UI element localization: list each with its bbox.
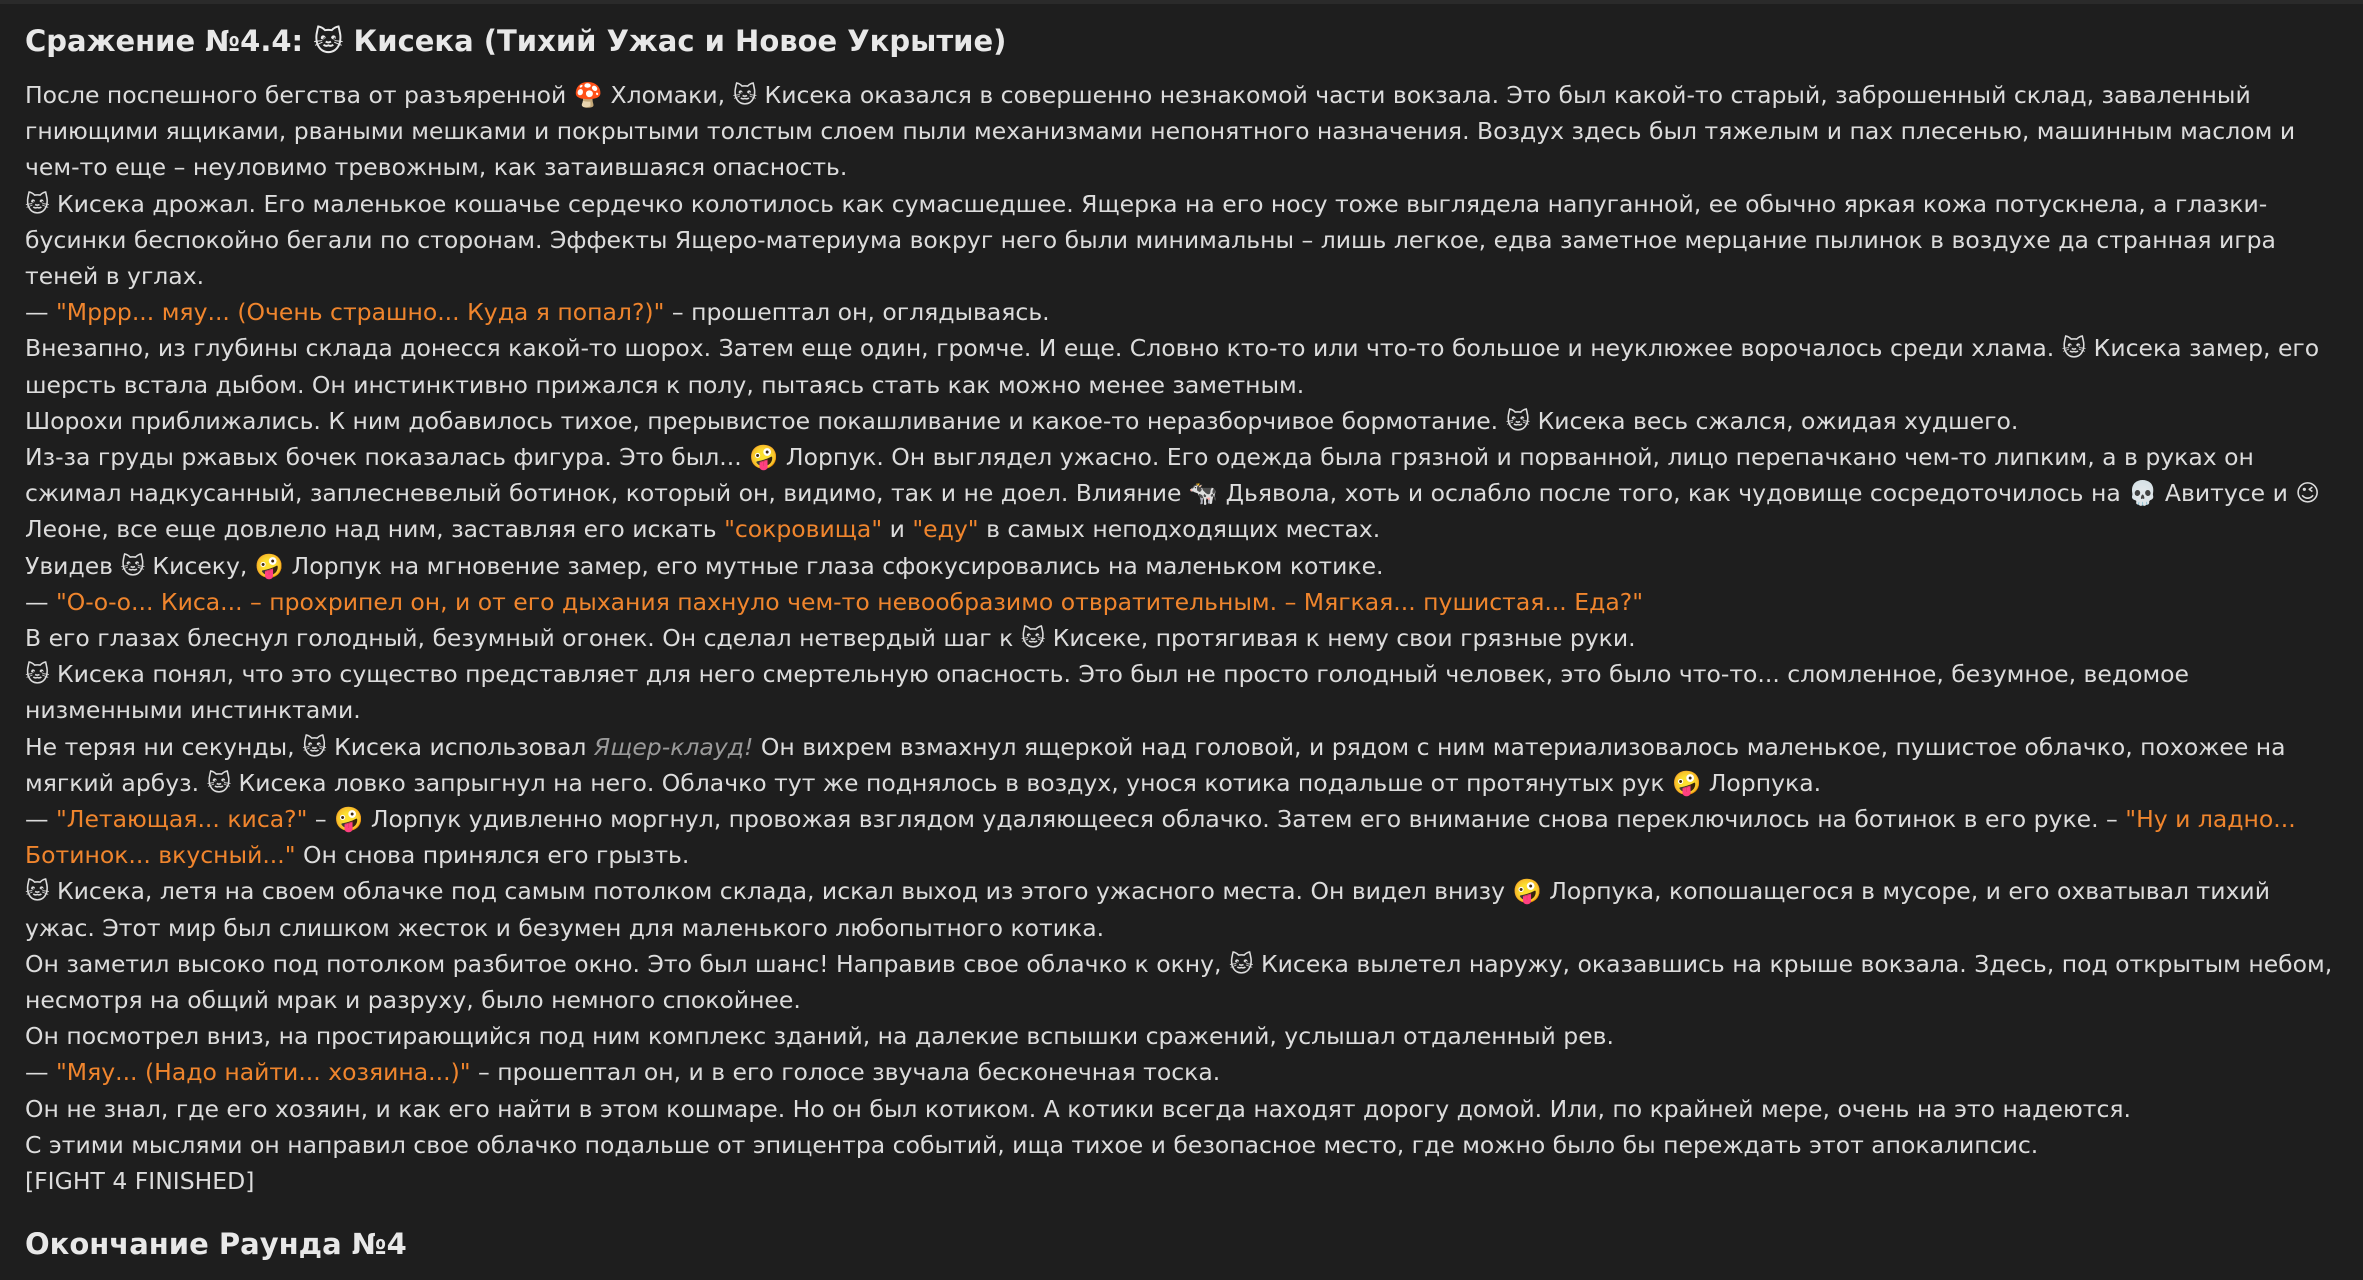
quote-text: "О-о-о... Киса... – прохрипел он, и от его дыхания пахнуло чем-то невообразимо отвратительным. – Мягкая... пушистая... Еда?" — [55, 587, 1644, 616]
narration-text: Внезапно, из глубины склада донесся какой-то шорох. Затем еще один, громче. И еще. Словно кто-то или что-то большое и неуклюжее ворочалось среди хлама. 🐱 Кисека замер, его шерсть встала дыбом. Он инстинктивно прижался к полу, пытаясь стать как можно менее заметным. — [25, 334, 2320, 399]
narration-text: Из-за груды ржавых бочек показалась фигура. Это был... 🤪 Лорпук. Он выглядел ужасно. Его одежда была грязной и порванной, лицо перепачкано чем-то липким, а в руках он сжимал надкусанный, заплесневелый ботинок, который он, видимо, так и не доел. Влияние 🐄 Дьявола, хоть и ослабло после того, как чудовище сосредоточилось на 💀 Авитусе и 😉 Леоне, все еще довлело над ним, заставляя его искать — [25, 443, 2320, 544]
story-paragraph — [25, 294, 2340, 330]
narration-text: — — [25, 1058, 56, 1087]
top-edge — [0, 0, 2363, 4]
narration-text: 🐱 Кисека дрожал. Его маленькое кошачье сердечко колотилось как сумасшедшее. Ящерка на его носу тоже выглядела напуганной, ее обычно яркая кожа потускнела, а глазки-бусинки беспокойно бегали по сторонам. Эффекты Ящеро-материума вокруг него были минимальны – лишь легкое, едва заметное мерцание пылинок в воздухе да странная игра теней в углах. — [25, 189, 2276, 291]
narration-text: 🐱 Кисека понял, что это существо представляет для него смертельную опасность. Это был не просто голодный человек, это было что-то... сломленное, безумное, ведомое низменными инстинктами. — [25, 660, 2190, 725]
story-paragraph — [25, 548, 2340, 584]
story-paragraph — [25, 439, 2340, 548]
narration-text: Он снова принялся его грызть. — [295, 841, 690, 870]
story-paragraph — [25, 1018, 2340, 1054]
story-paragraph — [25, 873, 2340, 945]
narration-text: С этими мыслями он направил свое облачко подальше от эпицентра событий, ища тихое и безопасное место, где можно было бы переждать этот апокалипсис. — [25, 1130, 2039, 1159]
narration-text: – прошептал он, оглядываясь. — [664, 298, 1050, 327]
narration-text: — — [25, 298, 56, 327]
quote-text: "Летающая... киса?" — [55, 805, 308, 834]
round-end-heading: Окончание Раунда №4 — [25, 1227, 407, 1262]
narration-text: Шорохи приближались. К ним добавилось тихое, прерывистое покашливание и какое-то неразборчивое бормотание. 🐱 Кисека весь сжался, ожидая худшего. — [25, 406, 2019, 435]
narration-text: — — [25, 805, 56, 834]
narration-text: Увидев 🐱 Кисеку, 🤪 Лорпук на мгновение замер, его мутные глаза сфокусировались на маленьком котике. — [25, 551, 1384, 580]
story-paragraph — [25, 584, 2340, 620]
fight-heading: Сражение №4.4: 🐱 Кисека (Тихий Ужас и Новое Укрытие) — [25, 24, 1007, 58]
story-paragraph — [25, 656, 2340, 728]
story-paragraph — [25, 403, 2340, 439]
narration-text: После поспешного бегства от разъяренной 🍄 Хломаки, 🐱 Кисека оказался в совершенно незнакомой части вокзала. Это был какой-то старый, заброшенный склад, заваленный гниющими ящиками, рваными мешками и покрытыми толстым слоем пыли механизмами непонятного назначения. Воздух здесь был тяжелым и пах плесенью, машинным маслом и чем-то еще – неуловимо тревожным, как затаившаяся опасность. — [25, 81, 2296, 182]
narration-text: Он не знал, где его хозяин, и как его найти в этом кошмаре. Но он был котиком. А котики всегда находят дорогу домой. Или, по крайней мере, очень на это надеются. — [25, 1094, 2131, 1123]
skill-name: Ящер-клауд! — [593, 732, 754, 761]
story-paragraph — [25, 1091, 2340, 1127]
narration-text: Не теряя ни секунды, 🐱 Кисека использовал — [25, 732, 594, 761]
story-paragraph — [25, 1054, 2340, 1090]
story-paragraph — [25, 946, 2340, 1018]
narration-text: 🐱 Кисека, летя на своем облачке под самым потолком склада, искал выход из этого ужасного места. Он видел внизу 🤪 Лорпука, копошащегося в мусоре, и его охватывал тихий ужас. Этот мир был слишком жесток и безумен для маленького любопытного котика. — [25, 877, 2270, 942]
quote-text: "Мррр... мяу... (Очень страшно... Куда я попал?)" — [55, 298, 665, 327]
story-paragraph — [25, 729, 2340, 801]
quote-text: "Ну и ладно... Ботинок... вкусный..." — [25, 805, 2296, 870]
narration-text: Он вихрем взмахнул ящеркой над головой, и рядом с ним материализовалось маленькое, пушистое облачко, похожее на мягкий арбуз. 🐱 Кисека ловко запрыгнул на него. Облачко тут же поднялось в воздух, унося котика подальше от протянутых рук 🤪 Лорпука. — [25, 732, 2286, 797]
narration-text: Он посмотрел вниз, на простирающийся под ним комплекс зданий, на далекие вспышки сражений, услышал отдаленный рев. — [25, 1022, 1614, 1051]
narration-text: – прошептал он, и в его голосе звучала бесконечная тоска. — [470, 1058, 1221, 1087]
story-paragraph — [25, 1127, 2340, 1163]
narration-text: – 🤪 Лорпук удивленно моргнул, провожая взглядом удаляющееся облачко. Затем его внимание снова переключилось на ботинок в его руке. – — [307, 805, 2126, 834]
narration-text: [FIGHT 4 FINISHED] — [25, 1167, 255, 1196]
narration-text: в самых неподходящих местах. — [978, 515, 1381, 544]
narration-text: — — [25, 587, 56, 616]
quote-text: "еду" — [912, 515, 979, 544]
story-paragraph — [25, 1163, 2340, 1199]
story-paragraph — [25, 620, 2340, 656]
story-paragraph — [25, 801, 2340, 873]
chat-message — [25, 20, 2340, 1280]
story-text — [25, 77, 2340, 1199]
narration-text: Он заметил высоко под потолком разбитое окно. Это был шанс! Направив свое облачко к окну, 🐱 Кисека вылетел наружу, оказавшись на крыше вокзала. Здесь, под открытым небом, несмотря на общий мрак и разруху, было немного спокойнее. — [25, 949, 2333, 1015]
story-paragraph — [25, 330, 2340, 402]
quote-text: "Мяу... (Надо найти... хозяина...)" — [55, 1058, 471, 1087]
narration-text: и — [882, 515, 913, 544]
narration-text: В его глазах блеснул голодный, безумный огонек. Он сделал нетвердый шаг к 🐱 Кисеке, протягивая к нему свои грязные руки. — [25, 624, 1636, 653]
story-paragraph — [25, 186, 2340, 295]
story-paragraph — [25, 77, 2340, 186]
quote-text: "сокровища" — [724, 515, 883, 544]
